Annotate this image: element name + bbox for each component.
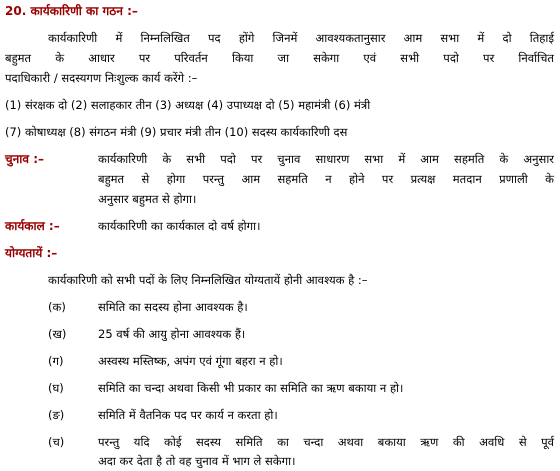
section-heading bbox=[5, 3, 138, 19]
election-heading: चुनाव :– bbox=[5, 152, 45, 166]
eligibility-marker: (घ) bbox=[48, 381, 64, 395]
tenure-heading: कार्यकाल :– bbox=[5, 219, 60, 233]
eligibility-marker: (ख) bbox=[48, 327, 67, 341]
section-number: 20. bbox=[5, 4, 27, 18]
eligibility-heading: योग्यतायें :– bbox=[5, 246, 58, 260]
eligibility-item-text: समिति का सदस्य होना आवश्यक है। bbox=[98, 300, 248, 314]
posts-line-2: (7) कोषाध्यक्ष (8) संगठन मंत्री (9) प्रचार मंत्री तीन (10) सदस्य कार्यकारिणी दस bbox=[5, 125, 348, 139]
eligibility-intro: कार्यकारिणी को सभी पदों के लिए निम्नलिखित योग्यतायें होनी आवश्यक है :– bbox=[48, 273, 368, 287]
section-title: कार्यकारिणी का गठन :– bbox=[30, 4, 138, 18]
election-line-3: अनुसार बहुमत से होगा। bbox=[98, 192, 197, 206]
posts-line-1: (1) संरक्षक दो (2) सलाहकार तीन (3) अध्यक्ष (4) उपाध्यक्ष दो (5) महामंत्री (6) मंत्री bbox=[5, 98, 371, 112]
eligibility-item-text: समिति में वैतनिक पद पर कार्य न करता हो। bbox=[98, 408, 278, 422]
intro-line-1: कार्यकारिणी में निम्नलिखित पद होंगे जिनमें आवश्यकतानुसार आम सभा में दो तिहाई bbox=[48, 31, 554, 45]
eligibility-marker: (ङ) bbox=[48, 408, 65, 422]
eligibility-item-text: समिति का चन्दा अथवा किसी भी प्रकार का समिति का ऋण बकाया न हो। bbox=[98, 381, 404, 395]
intro-line-3: पदाधिकारी / सदस्यगण निःशुल्क कार्य करेंगे :– bbox=[5, 71, 198, 85]
eligibility-item-text: परन्तु यदि कोई सदस्य समिति का चन्दा अथवा बकाया ऋण की अवधि से पूर्व bbox=[98, 435, 554, 449]
election-line-1: कार्यकारिणी के सभी पदो पर चुनाव साधारण सभा में आम सहमति के अनुसार bbox=[98, 152, 554, 166]
eligibility-marker: (क) bbox=[48, 300, 66, 314]
tenure-text: कार्यकारिणी का कार्यकाल दो वर्ष होगा। bbox=[98, 219, 261, 233]
election-line-2: बहुमत से होगा परन्तु आम सहमति न होने पर प्रत्यक्ष मतदान प्रणाली के bbox=[98, 172, 554, 186]
eligibility-item-text: 25 वर्ष की आयु होना आवश्यक हैं। bbox=[98, 327, 246, 341]
eligibility-item-text: अस्वस्थ मस्तिष्क, अपंग एवं गूंगा बहरा न हो। bbox=[98, 354, 283, 368]
eligibility-marker: (च) bbox=[48, 435, 65, 449]
eligibility-marker: (ग) bbox=[48, 354, 64, 368]
eligibility-item-text: अदा कर देता है तो वह चुनाव में भाग ले सकेगा। bbox=[98, 454, 296, 468]
intro-line-2: बहुमत के आधार पर परिवर्तन किया जा सकेगा एवं सभी पदो पर निर्वाचित bbox=[5, 51, 554, 65]
